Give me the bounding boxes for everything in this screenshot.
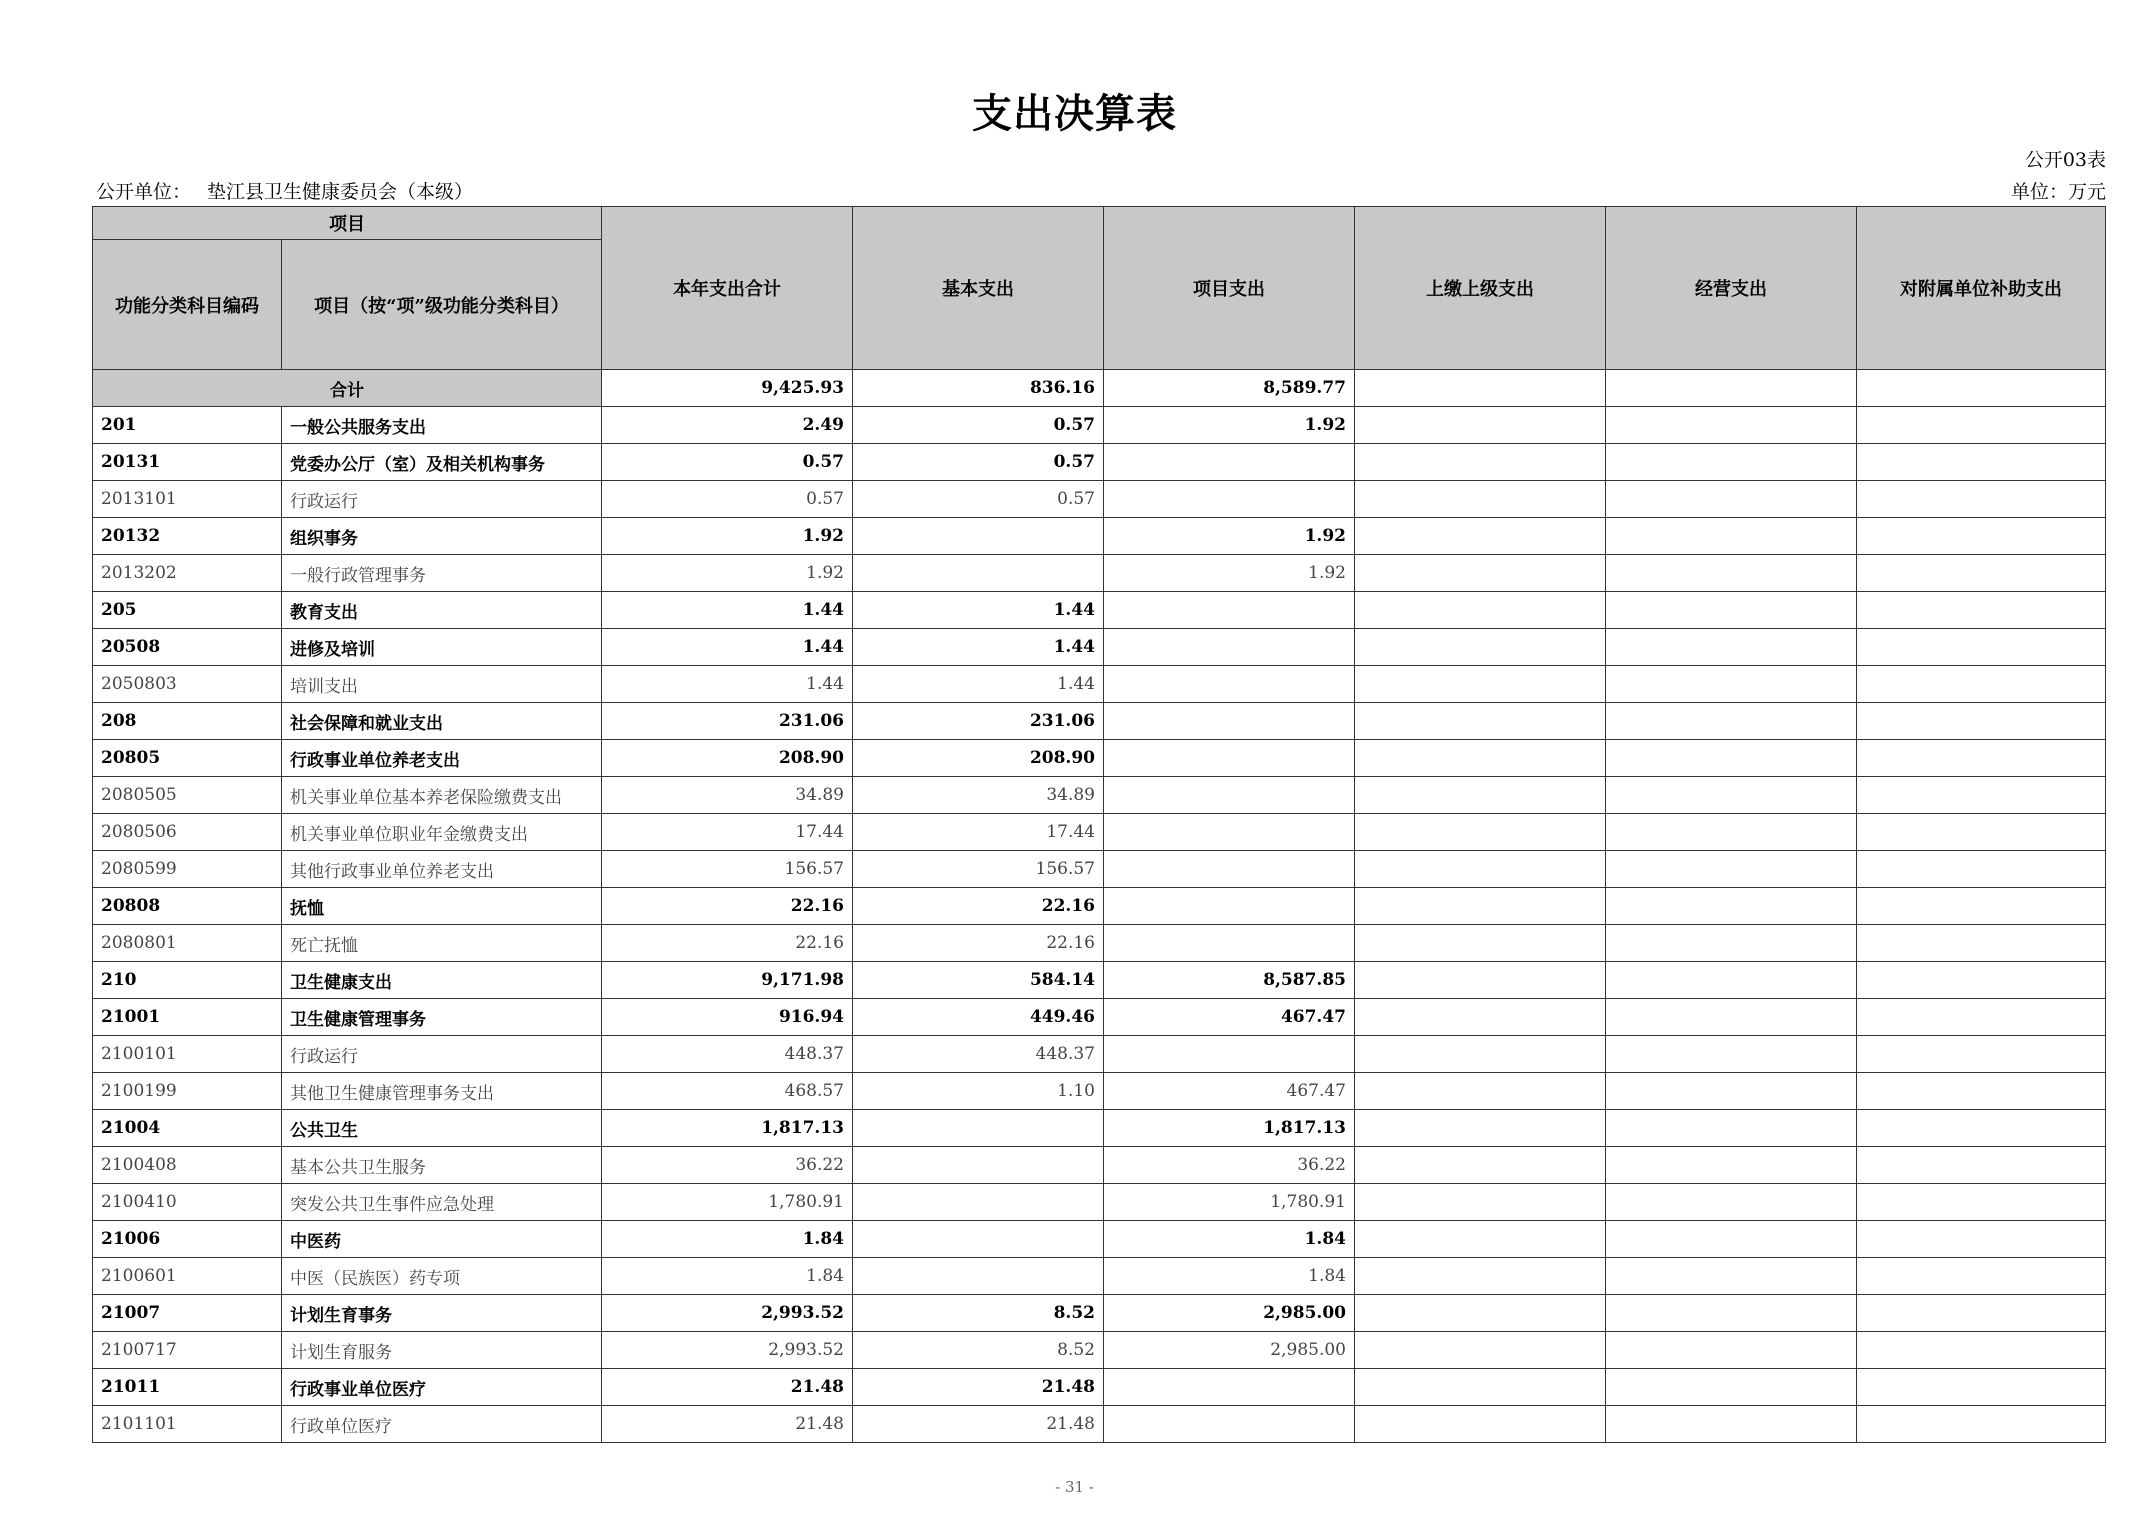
cell-upper xyxy=(1355,1258,1606,1295)
cell-upper xyxy=(1355,703,1606,740)
cell-code: 2100101 xyxy=(93,1036,282,1073)
cell-name: 一般公共服务支出 xyxy=(282,407,602,444)
cell-business xyxy=(1606,1369,1857,1406)
header-code: 功能分类科目编码 xyxy=(93,240,282,370)
cell-name: 机关事业单位职业年金缴费支出 xyxy=(282,814,602,851)
cell-business xyxy=(1606,629,1857,666)
cell-basic: 34.89 xyxy=(853,777,1104,814)
page-number: - 31 - xyxy=(1055,1478,1094,1496)
cell-basic: 1.10 xyxy=(853,1073,1104,1110)
cell-subsidy xyxy=(1857,1147,2106,1184)
cell-subsidy xyxy=(1857,1073,2106,1110)
table-row xyxy=(93,1258,2106,1295)
cell-upper xyxy=(1355,777,1606,814)
cell-upper xyxy=(1355,666,1606,703)
cell-subsidy xyxy=(1857,592,2106,629)
cell-name: 中医（民族医）药专项 xyxy=(282,1258,602,1295)
cell-name: 组织事务 xyxy=(282,518,602,555)
cell-business xyxy=(1606,1036,1857,1073)
cell-project xyxy=(1104,481,1355,518)
cell-total: 17.44 xyxy=(602,814,853,851)
cell-project xyxy=(1104,1406,1355,1443)
table-row xyxy=(93,592,2106,629)
cell-total: 2.49 xyxy=(602,407,853,444)
total-total: 9,425.93 xyxy=(602,370,853,407)
cell-business xyxy=(1606,1221,1857,1258)
cell-project: 2,985.00 xyxy=(1104,1332,1355,1369)
unit-label: 公开单位： xyxy=(96,181,192,203)
cell-total: 1.84 xyxy=(602,1221,853,1258)
cell-name: 进修及培训 xyxy=(282,629,602,666)
cell-code: 2101101 xyxy=(93,1406,282,1443)
cell-upper xyxy=(1355,1406,1606,1443)
cell-upper xyxy=(1355,814,1606,851)
cell-project: 1.84 xyxy=(1104,1258,1355,1295)
cell-total: 156.57 xyxy=(602,851,853,888)
cell-name: 计划生育服务 xyxy=(282,1332,602,1369)
cell-subsidy xyxy=(1857,555,2106,592)
cell-name: 行政运行 xyxy=(282,1036,602,1073)
cell-name: 机关事业单位基本养老保险缴费支出 xyxy=(282,777,602,814)
table-row xyxy=(93,481,2106,518)
header-business: 经营支出 xyxy=(1606,207,1857,370)
cell-subsidy xyxy=(1857,481,2106,518)
cell-total: 22.16 xyxy=(602,925,853,962)
cell-upper xyxy=(1355,1073,1606,1110)
cell-code: 20808 xyxy=(93,888,282,925)
table-row xyxy=(93,1036,2106,1073)
cell-project xyxy=(1104,1369,1355,1406)
table-row xyxy=(93,1073,2106,1110)
total-basic: 836.16 xyxy=(853,370,1104,407)
total-row xyxy=(93,370,2106,407)
cell-business xyxy=(1606,740,1857,777)
total-label: 合计 xyxy=(93,370,602,407)
cell-code: 2100199 xyxy=(93,1073,282,1110)
cell-subsidy xyxy=(1857,666,2106,703)
cell-business xyxy=(1606,1073,1857,1110)
header-name: 项目（按“项”级功能分类科目） xyxy=(282,240,602,370)
cell-upper xyxy=(1355,999,1606,1036)
table-row xyxy=(93,888,2106,925)
cell-total: 36.22 xyxy=(602,1147,853,1184)
cell-basic xyxy=(853,1184,1104,1221)
cell-total: 1,780.91 xyxy=(602,1184,853,1221)
cell-name: 死亡抚恤 xyxy=(282,925,602,962)
cell-basic: 8.52 xyxy=(853,1295,1104,1332)
table-row xyxy=(93,666,2106,703)
cell-total: 2,993.52 xyxy=(602,1295,853,1332)
cell-basic: 22.16 xyxy=(853,888,1104,925)
cell-project xyxy=(1104,740,1355,777)
cell-project: 467.47 xyxy=(1104,999,1355,1036)
table-row xyxy=(93,1147,2106,1184)
cell-code: 2100717 xyxy=(93,1332,282,1369)
cell-upper xyxy=(1355,1369,1606,1406)
cell-name: 教育支出 xyxy=(282,592,602,629)
cell-name: 基本公共卫生服务 xyxy=(282,1147,602,1184)
table-row xyxy=(93,1332,2106,1369)
cell-total: 1.44 xyxy=(602,592,853,629)
cell-total: 208.90 xyxy=(602,740,853,777)
total-business xyxy=(1606,370,1857,407)
cell-code: 21011 xyxy=(93,1369,282,1406)
cell-name: 其他卫生健康管理事务支出 xyxy=(282,1073,602,1110)
cell-basic: 0.57 xyxy=(853,481,1104,518)
cell-name: 计划生育事务 xyxy=(282,1295,602,1332)
table-row xyxy=(93,1110,2106,1147)
cell-upper xyxy=(1355,629,1606,666)
cell-project xyxy=(1104,592,1355,629)
disclosure-unit xyxy=(96,177,473,204)
cell-code: 2080801 xyxy=(93,925,282,962)
cell-code: 2100410 xyxy=(93,1184,282,1221)
cell-subsidy xyxy=(1857,407,2106,444)
header-basic: 基本支出 xyxy=(853,207,1104,370)
header-upper: 上缴上级支出 xyxy=(1355,207,1606,370)
cell-business xyxy=(1606,925,1857,962)
cell-code: 2100601 xyxy=(93,1258,282,1295)
cell-subsidy xyxy=(1857,444,2106,481)
cell-upper xyxy=(1355,888,1606,925)
cell-project xyxy=(1104,814,1355,851)
cell-subsidy xyxy=(1857,1406,2106,1443)
cell-project xyxy=(1104,1036,1355,1073)
cell-project: 2,985.00 xyxy=(1104,1295,1355,1332)
cell-upper xyxy=(1355,518,1606,555)
cell-upper xyxy=(1355,1036,1606,1073)
cell-upper xyxy=(1355,555,1606,592)
cell-name: 卫生健康管理事务 xyxy=(282,999,602,1036)
cell-subsidy xyxy=(1857,629,2106,666)
cell-code: 20805 xyxy=(93,740,282,777)
cell-upper xyxy=(1355,481,1606,518)
cell-project: 1.92 xyxy=(1104,555,1355,592)
cell-business xyxy=(1606,1110,1857,1147)
cell-code: 21001 xyxy=(93,999,282,1036)
cell-upper xyxy=(1355,592,1606,629)
cell-project: 1.92 xyxy=(1104,518,1355,555)
cell-basic: 231.06 xyxy=(853,703,1104,740)
cell-business xyxy=(1606,962,1857,999)
cell-name: 抚恤 xyxy=(282,888,602,925)
cell-basic: 22.16 xyxy=(853,925,1104,962)
cell-code: 2080505 xyxy=(93,777,282,814)
cell-name: 社会保障和就业支出 xyxy=(282,703,602,740)
cell-business xyxy=(1606,666,1857,703)
cell-total: 1.84 xyxy=(602,1258,853,1295)
cell-name: 党委办公厅（室）及相关机构事务 xyxy=(282,444,602,481)
table-row xyxy=(93,999,2106,1036)
cell-subsidy xyxy=(1857,1295,2106,1332)
table-row xyxy=(93,740,2106,777)
table-row xyxy=(93,777,2106,814)
cell-total: 1.92 xyxy=(602,518,853,555)
cell-code: 205 xyxy=(93,592,282,629)
cell-code: 201 xyxy=(93,407,282,444)
cell-business xyxy=(1606,1332,1857,1369)
cell-project xyxy=(1104,703,1355,740)
cell-name: 卫生健康支出 xyxy=(282,962,602,999)
cell-subsidy xyxy=(1857,851,2106,888)
cell-total: 448.37 xyxy=(602,1036,853,1073)
cell-upper xyxy=(1355,925,1606,962)
cell-total: 34.89 xyxy=(602,777,853,814)
cell-subsidy xyxy=(1857,1369,2106,1406)
cell-code: 20131 xyxy=(93,444,282,481)
cell-total: 1.44 xyxy=(602,629,853,666)
cell-business xyxy=(1606,444,1857,481)
table-row xyxy=(93,1221,2106,1258)
cell-business xyxy=(1606,777,1857,814)
cell-code: 2080506 xyxy=(93,814,282,851)
cell-subsidy xyxy=(1857,814,2106,851)
cell-name: 一般行政管理事务 xyxy=(282,555,602,592)
cell-project xyxy=(1104,888,1355,925)
cell-code: 21006 xyxy=(93,1221,282,1258)
cell-total: 1.92 xyxy=(602,555,853,592)
cell-business xyxy=(1606,814,1857,851)
cell-total: 22.16 xyxy=(602,888,853,925)
cell-subsidy xyxy=(1857,999,2106,1036)
table-row xyxy=(93,1369,2106,1406)
cell-business xyxy=(1606,999,1857,1036)
cell-subsidy xyxy=(1857,703,2106,740)
cell-subsidy xyxy=(1857,1110,2106,1147)
header-project: 项目 xyxy=(93,207,602,240)
cell-basic xyxy=(853,1258,1104,1295)
cell-upper xyxy=(1355,1110,1606,1147)
cell-basic: 21.48 xyxy=(853,1369,1104,1406)
cell-upper xyxy=(1355,851,1606,888)
currency-unit: 单位：万元 xyxy=(2010,181,2106,203)
cell-total: 0.57 xyxy=(602,481,853,518)
cell-name: 公共卫生 xyxy=(282,1110,602,1147)
cell-name: 行政事业单位医疗 xyxy=(282,1369,602,1406)
total-project: 8,589.77 xyxy=(1104,370,1355,407)
cell-upper xyxy=(1355,1295,1606,1332)
cell-total: 2,993.52 xyxy=(602,1332,853,1369)
table-row xyxy=(93,555,2106,592)
cell-project xyxy=(1104,666,1355,703)
cell-basic: 0.57 xyxy=(853,444,1104,481)
table-row xyxy=(93,814,2106,851)
cell-total: 231.06 xyxy=(602,703,853,740)
table-row xyxy=(93,925,2106,962)
cell-name: 行政运行 xyxy=(282,481,602,518)
cell-basic xyxy=(853,555,1104,592)
cell-business xyxy=(1606,592,1857,629)
cell-project xyxy=(1104,629,1355,666)
cell-business xyxy=(1606,1184,1857,1221)
cell-subsidy xyxy=(1857,1221,2106,1258)
cell-total: 1.44 xyxy=(602,666,853,703)
cell-code: 208 xyxy=(93,703,282,740)
header-total: 本年支出合计 xyxy=(602,207,853,370)
cell-code: 2080599 xyxy=(93,851,282,888)
cell-business xyxy=(1606,555,1857,592)
cell-project xyxy=(1104,851,1355,888)
cell-subsidy xyxy=(1857,1258,2106,1295)
cell-upper xyxy=(1355,1184,1606,1221)
cell-basic xyxy=(853,1221,1104,1258)
table-row xyxy=(93,518,2106,555)
cell-basic: 1.44 xyxy=(853,629,1104,666)
cell-project: 36.22 xyxy=(1104,1147,1355,1184)
cell-project: 8,587.85 xyxy=(1104,962,1355,999)
cell-basic: 449.46 xyxy=(853,999,1104,1036)
table-row xyxy=(93,1295,2106,1332)
cell-basic: 208.90 xyxy=(853,740,1104,777)
cell-business xyxy=(1606,518,1857,555)
cell-business xyxy=(1606,1406,1857,1443)
cell-name: 行政单位医疗 xyxy=(282,1406,602,1443)
cell-upper xyxy=(1355,1221,1606,1258)
cell-name: 行政事业单位养老支出 xyxy=(282,740,602,777)
cell-subsidy xyxy=(1857,777,2106,814)
cell-basic: 17.44 xyxy=(853,814,1104,851)
cell-code: 2013101 xyxy=(93,481,282,518)
cell-code: 2100408 xyxy=(93,1147,282,1184)
cell-basic xyxy=(853,1110,1104,1147)
page-title: 支出决算表 xyxy=(972,90,1177,137)
cell-upper xyxy=(1355,962,1606,999)
table-row xyxy=(93,407,2106,444)
cell-subsidy xyxy=(1857,518,2106,555)
unit-name: 垫江县卫生健康委员会（本级） xyxy=(207,181,474,203)
cell-subsidy xyxy=(1857,925,2106,962)
cell-total: 1,817.13 xyxy=(602,1110,853,1147)
table-row xyxy=(93,962,2106,999)
cell-upper xyxy=(1355,1332,1606,1369)
cell-subsidy xyxy=(1857,1184,2106,1221)
table-row xyxy=(93,703,2106,740)
total-subsidy xyxy=(1857,370,2106,407)
table-row xyxy=(93,444,2106,481)
cell-code: 2013202 xyxy=(93,555,282,592)
cell-code: 20508 xyxy=(93,629,282,666)
cell-business xyxy=(1606,407,1857,444)
cell-subsidy xyxy=(1857,1036,2106,1073)
cell-total: 9,171.98 xyxy=(602,962,853,999)
cell-code: 2050803 xyxy=(93,666,282,703)
total-upper xyxy=(1355,370,1606,407)
table-row xyxy=(93,1406,2106,1443)
form-number: 公开03表 xyxy=(2024,149,2106,171)
cell-name: 中医药 xyxy=(282,1221,602,1258)
cell-basic: 584.14 xyxy=(853,962,1104,999)
cell-business xyxy=(1606,703,1857,740)
cell-code: 21004 xyxy=(93,1110,282,1147)
cell-total: 21.48 xyxy=(602,1369,853,1406)
cell-basic xyxy=(853,518,1104,555)
cell-upper xyxy=(1355,740,1606,777)
cell-basic: 1.44 xyxy=(853,592,1104,629)
cell-subsidy xyxy=(1857,888,2106,925)
cell-basic: 448.37 xyxy=(853,1036,1104,1073)
cell-subsidy xyxy=(1857,962,2106,999)
expenditure-table xyxy=(92,206,2106,1443)
cell-code: 20132 xyxy=(93,518,282,555)
table-row xyxy=(93,629,2106,666)
cell-total: 468.57 xyxy=(602,1073,853,1110)
cell-business xyxy=(1606,888,1857,925)
cell-subsidy xyxy=(1857,740,2106,777)
cell-total: 0.57 xyxy=(602,444,853,481)
cell-basic: 21.48 xyxy=(853,1406,1104,1443)
cell-upper xyxy=(1355,407,1606,444)
cell-project xyxy=(1104,925,1355,962)
cell-code: 21007 xyxy=(93,1295,282,1332)
header-project-expenditure: 项目支出 xyxy=(1104,207,1355,370)
cell-project xyxy=(1104,777,1355,814)
cell-basic xyxy=(853,1147,1104,1184)
cell-project: 1,780.91 xyxy=(1104,1184,1355,1221)
cell-project: 467.47 xyxy=(1104,1073,1355,1110)
cell-subsidy xyxy=(1857,1332,2106,1369)
cell-name: 其他行政事业单位养老支出 xyxy=(282,851,602,888)
cell-basic: 1.44 xyxy=(853,666,1104,703)
cell-project: 1,817.13 xyxy=(1104,1110,1355,1147)
cell-basic: 8.52 xyxy=(853,1332,1104,1369)
cell-business xyxy=(1606,1258,1857,1295)
header-subsidy: 对附属单位补助支出 xyxy=(1857,207,2106,370)
cell-project: 1.92 xyxy=(1104,407,1355,444)
cell-business xyxy=(1606,851,1857,888)
cell-upper xyxy=(1355,444,1606,481)
table-row xyxy=(93,1184,2106,1221)
cell-business xyxy=(1606,1147,1857,1184)
cell-project: 1.84 xyxy=(1104,1221,1355,1258)
cell-code: 210 xyxy=(93,962,282,999)
cell-business xyxy=(1606,1295,1857,1332)
cell-business xyxy=(1606,481,1857,518)
cell-project xyxy=(1104,444,1355,481)
cell-total: 916.94 xyxy=(602,999,853,1036)
cell-upper xyxy=(1355,1147,1606,1184)
table-row xyxy=(93,851,2106,888)
cell-basic: 0.57 xyxy=(853,407,1104,444)
cell-name: 突发公共卫生事件应急处理 xyxy=(282,1184,602,1221)
cell-total: 21.48 xyxy=(602,1406,853,1443)
cell-name: 培训支出 xyxy=(282,666,602,703)
cell-basic: 156.57 xyxy=(853,851,1104,888)
